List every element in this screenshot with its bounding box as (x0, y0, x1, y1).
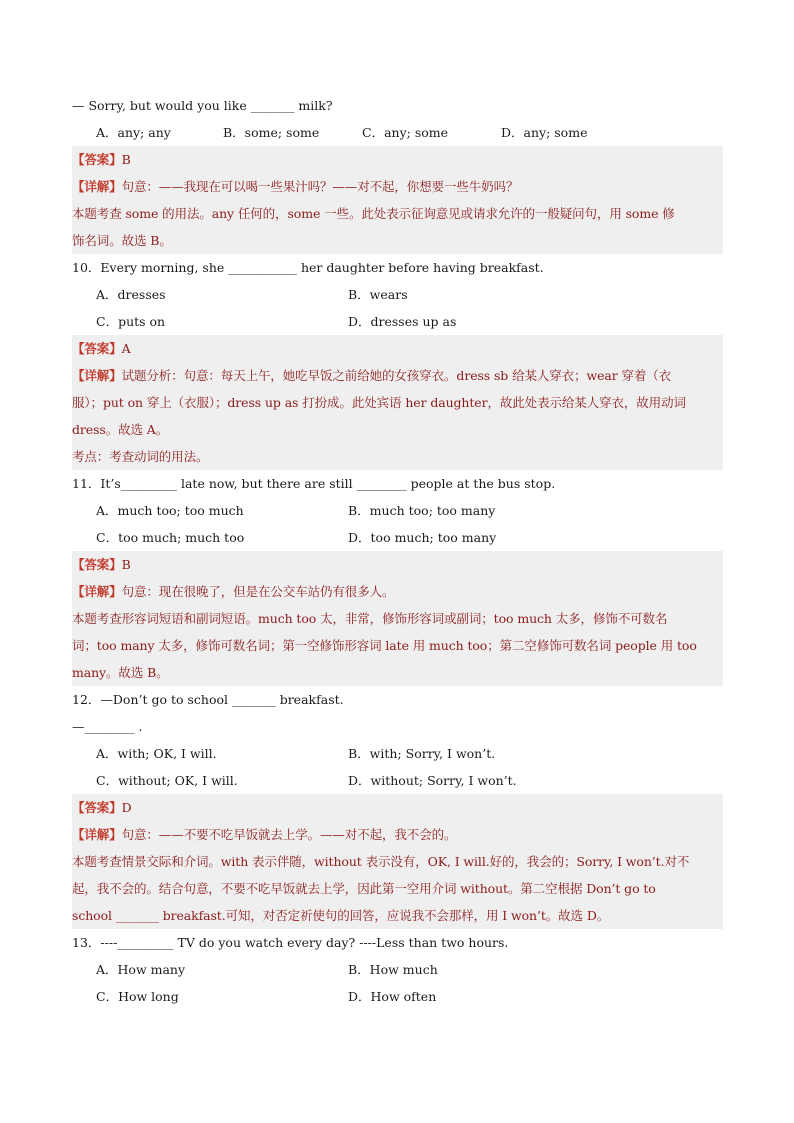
q11-answer (72, 551, 723, 578)
q10-options-row1 (72, 281, 723, 308)
q12-detail-4: school _______ breakfast.可知，对否定祈使句的回答，应说我不会那样，用 I won’t。故选 D。 (72, 908, 610, 923)
q13-stem: 13．----_________ TV do you watch every day? ----Less than two hours. (72, 935, 509, 950)
answer-tag: 【答案】 (72, 800, 122, 815)
q12-option-d: D．without; Sorry, I won’t. (348, 773, 517, 788)
q11-detail-4: many。故选 B。 (72, 665, 169, 680)
q11-detail-1: 【详解】句意：现在很晚了，但是在公交车站仍有很多人。 (72, 584, 395, 599)
q9-answer-block (72, 146, 723, 254)
q11-detail-2: 本题考查形容词短语和副词短语。much too 太，非常，修饰形容词或副词；too much 太多，修饰不可数名 (72, 611, 668, 626)
detail-tag: 【详解】 (72, 584, 122, 599)
answer-value: A (121, 341, 131, 356)
q10-stem: 10．Every morning, she ___________ her daughter before having breakfast. (72, 260, 544, 275)
q10-option-d: D．dresses up as (348, 314, 457, 329)
answer-value: B (121, 557, 131, 572)
q11-options-row2 (72, 524, 723, 551)
q12-answer (72, 794, 723, 821)
q11-option-d: D．too much; too many (348, 530, 497, 545)
detail-tag: 【详解】 (72, 827, 122, 842)
q9-options (72, 119, 723, 146)
q9-detail-2: 本题考查 some 的用法。any 任何的，some 一些。此处表示征询意见或请求允许的一般疑问句，用 some 修 (72, 206, 675, 221)
exercise-page (72, 92, 723, 1010)
q13-options-row1 (72, 956, 723, 983)
q12-stem-reply: —________ . (72, 719, 143, 734)
q11-stem: 11．It’s_________ late now, but there are still ________ people at the bus stop. (72, 476, 556, 491)
q12-stem: 12．—Don’t go to school _______ breakfast. (72, 692, 344, 707)
q9-option-a: A．any; any (96, 125, 171, 140)
q10-option-c: C．puts on (96, 314, 166, 329)
q11-detail-3: 词；too many 太多，修饰可数名词；第一空修饰形容词 late 用 much too；第二空修饰可数名词 people 用 too (72, 638, 697, 653)
q11-option-b: B．much too; too many (348, 503, 496, 518)
q12-detail-2: 本题考查情景交际和介词。with 表示伴随，without 表示没有，OK, I will.好的，我会的；Sorry, I won’t.对不 (72, 854, 690, 869)
q9-detail-3: 饰名词。故选 B。 (72, 233, 172, 248)
answer-tag: 【答案】 (72, 341, 122, 356)
q10-detail-2: 服）；put on 穿上（衣服）；dress up as 打扮成。此处宾语 her daughter，故此处表示给某人穿衣，故用动词 (72, 395, 686, 410)
q11-answer-block (72, 551, 723, 686)
q12-option-b: B．with; Sorry, I won’t. (348, 746, 496, 761)
q10-answer-block (72, 335, 723, 470)
q12-detail-3: 起，我不会的。结合句意，不要不吃早饭就去上学，因此第一空用介词 without。第二空根据 Don’t go to (72, 881, 656, 896)
q10-option-a: A．dresses (96, 287, 166, 302)
answer-value: D (121, 800, 132, 815)
q12-option-c: C．without; OK, I will. (96, 773, 238, 788)
answer-value: B (121, 152, 131, 167)
q10-answer (72, 335, 723, 362)
q10-detail-4: 考点：考查动词的用法。 (72, 449, 209, 464)
q13-option-c: C．How long (96, 989, 179, 1004)
q11-options-row1 (72, 497, 723, 524)
q9-option-d: D．any; some (501, 125, 588, 140)
q11-option-c: C．too much; much too (96, 530, 245, 545)
q13-option-d: D．How often (348, 989, 437, 1004)
q13-option-b: B．How much (348, 962, 438, 977)
q9-option-b: B．some; some (223, 125, 320, 140)
q10-options-row2 (72, 308, 723, 335)
q13-options-row2 (72, 983, 723, 1010)
q9-option-c: C．any; some (362, 125, 449, 140)
q10-detail-1: 【详解】试题分析：句意：每天上午，她吃早饭之前给她的女孩穿衣。dress sb 给某人穿衣；wear 穿着（衣 (72, 368, 672, 383)
q13-option-a: A．How many (96, 962, 186, 977)
q9-detail-1: 【详解】句意：——我现在可以喝一些果汁吗？——对不起，你想要一些牛奶吗？ (72, 179, 519, 194)
q12-detail-1: 【详解】句意：——不要不吃早饭就去上学。——对不起，我不会的。 (72, 827, 457, 842)
q11-option-a: A．much too; too much (96, 503, 244, 518)
answer-tag: 【答案】 (72, 557, 122, 572)
detail-tag: 【详解】 (72, 179, 122, 194)
q12-option-a: A．with; OK, I will. (96, 746, 217, 761)
q9-stem: — Sorry, but would you like _______ milk? (72, 98, 333, 113)
q12-options-row1 (72, 740, 723, 767)
q12-options-row2 (72, 767, 723, 794)
q10-detail-3: dress。故选 A。 (72, 422, 169, 437)
q9-answer (72, 146, 723, 173)
answer-tag: 【答案】 (72, 152, 122, 167)
q10-option-b: B．wears (348, 287, 408, 302)
q12-answer-block (72, 794, 723, 929)
detail-tag: 【详解】 (72, 368, 122, 383)
